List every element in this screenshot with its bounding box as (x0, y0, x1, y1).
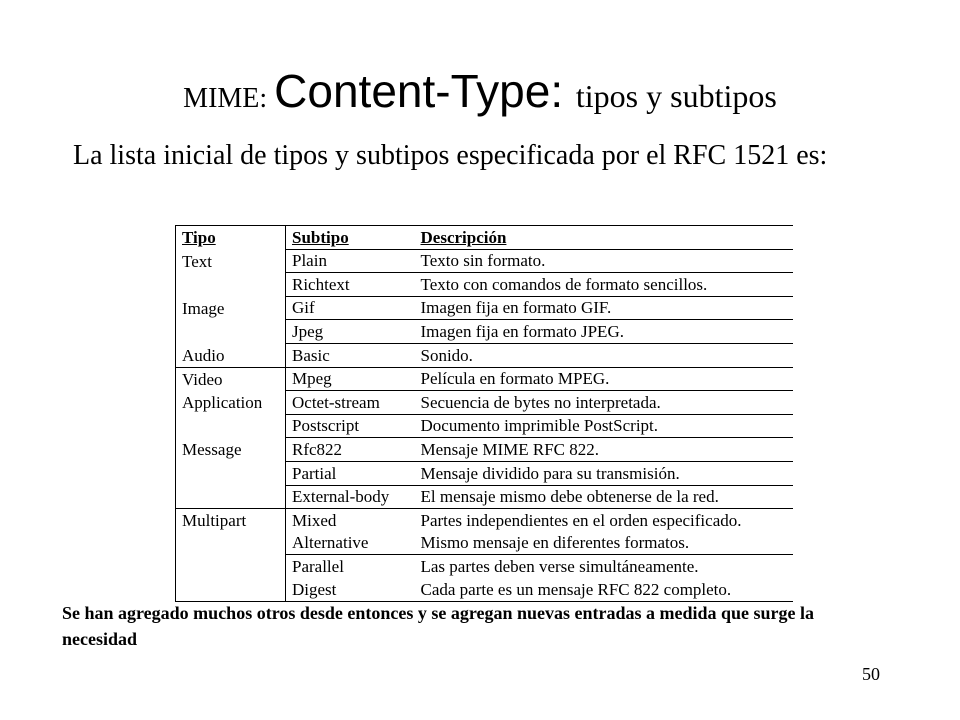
cell-subtipo: Mixed (286, 509, 415, 532)
cell-subtipo: Postscript (286, 414, 415, 438)
cell-subtipo: Partial (286, 461, 415, 485)
cell-tipo (176, 532, 286, 555)
cell-descripcion: Las partes deben verse simultáneamente. (415, 555, 793, 578)
cell-subtipo: Jpeg (286, 320, 415, 344)
table-row (176, 391, 793, 415)
mime-types-table (175, 225, 793, 602)
title-suffix: tipos y subtipos (575, 78, 777, 114)
table-row (176, 555, 793, 578)
cell-descripcion: Mensaje MIME RFC 822. (415, 438, 793, 462)
cell-tipo: Application (176, 391, 286, 415)
table-row (176, 438, 793, 462)
table-row (176, 320, 793, 344)
intro-paragraph: La lista inicial de tipos y subtipos especificada por el RFC 1521 es: (73, 140, 828, 171)
cell-descripcion: Imagen fija en formato GIF. (415, 296, 793, 320)
cell-tipo: Multipart (176, 509, 286, 532)
cell-descripcion: El mensaje mismo debe obtenerse de la red. (415, 485, 793, 509)
cell-descripcion: Película en formato MPEG. (415, 367, 793, 391)
cell-tipo (176, 461, 286, 485)
cell-descripcion: Sonido. (415, 343, 793, 367)
cell-descripcion: Mismo mensaje en diferentes formatos. (420, 533, 690, 553)
slide-title (0, 65, 960, 117)
table-row (176, 532, 793, 555)
header-tipo: Tipo (176, 226, 286, 250)
table-row (176, 367, 793, 391)
cell-subtipo: Richtext (286, 273, 415, 297)
table-row (176, 485, 793, 509)
cell-tipo (176, 414, 286, 438)
cell-tipo (176, 320, 286, 344)
footnote: Se han agregado muchos otros desde entonces y se agregan nuevas entradas a medida que surge la necesidad (62, 603, 815, 649)
cell-tipo (176, 555, 286, 578)
cell-descripcion: Cada parte es un mensaje RFC 822 completo. (415, 578, 793, 601)
table-header-row (176, 226, 793, 250)
cell-tipo: Audio (176, 343, 286, 367)
title-main: Content-Type: (274, 65, 576, 117)
cell-descripcion: Secuencia de bytes no interpretada. (415, 391, 793, 415)
header-subtipo: Subtipo (286, 226, 415, 250)
table-row (176, 509, 793, 532)
header-descripcion: Descripción (415, 226, 793, 250)
table-row (176, 296, 793, 320)
table-row (176, 343, 793, 367)
cell-subtipo: Parallel (286, 555, 415, 578)
cell-descripcion: Texto con comandos de formato sencillos. (415, 273, 793, 297)
table-row (176, 273, 793, 297)
cell-subtipo: Alternative (292, 533, 369, 553)
cell-descripcion: Documento imprimible PostScript. (415, 414, 793, 438)
table-row (176, 414, 793, 438)
cell-subtipo: Plain (286, 249, 415, 273)
cell-tipo (176, 485, 286, 509)
cell-tipo (176, 578, 286, 601)
cell-tipo: Message (176, 438, 286, 462)
cell-tipo: Video (176, 367, 286, 391)
cell-tipo: Image (176, 296, 286, 320)
cell-descripcion: Texto sin formato. (415, 249, 793, 273)
cell-subtipo: Mpeg (286, 367, 415, 391)
cell-subtipo: Octet-stream (286, 391, 415, 415)
table-row (176, 249, 793, 273)
cell-tipo (176, 273, 286, 297)
cell-subtipo: Rfc822 (286, 438, 415, 462)
cell-subtipo: Digest (286, 578, 415, 601)
table-row (176, 578, 793, 601)
cell-descripcion: Mensaje dividido para su transmisión. (415, 461, 793, 485)
cell-descripcion: Partes independientes en el orden especificado. (415, 509, 793, 532)
cell-tipo: Text (176, 249, 286, 273)
page-number: 50 (862, 664, 880, 684)
title-prefix: MIME: (183, 83, 275, 114)
cell-subtipo: Basic (286, 343, 415, 367)
cell-descripcion: Imagen fija en formato JPEG. (415, 320, 793, 344)
table-row (176, 461, 793, 485)
cell-subtipo: Gif (286, 296, 415, 320)
cell-subtipo: External-body (286, 485, 415, 509)
